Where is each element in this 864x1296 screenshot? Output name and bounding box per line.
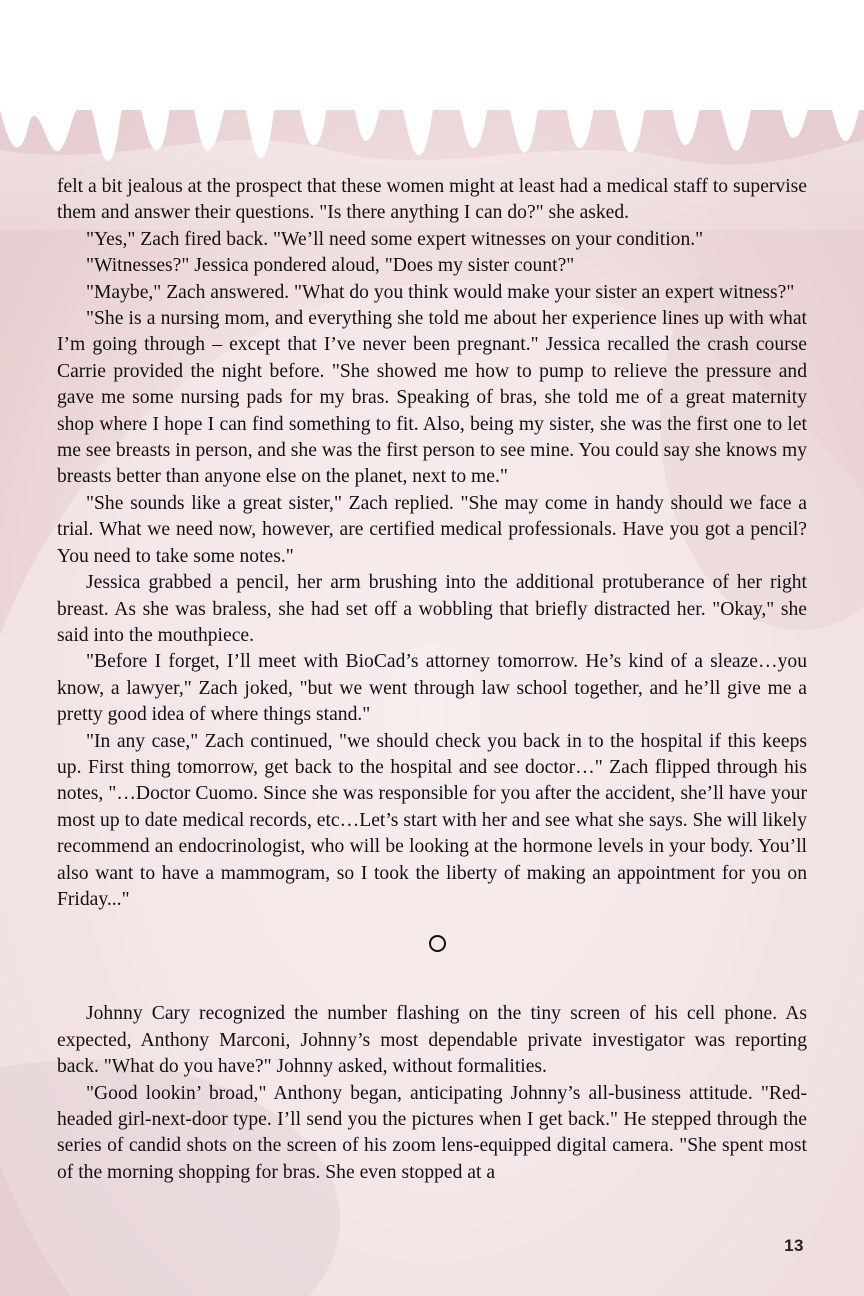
paragraph: felt a bit jealous at the prospect that these women might at least had a medical staff to supervise them and answer their questions. "Is there anything I can do?" she asked. [57,176,807,224]
paragraph: "Yes," Zach fired back. "We’ll need some expert witnesses on your condition." [86,228,704,250]
paragraph: Johnny Cary recognized the number flashing on the tiny screen of his cell phone. As expected, Anthony Marconi, Johnny’s most dependable private investigator was reporting back. "What do you have?" Johnny asked, without formalities. [57,1003,807,1078]
paragraph: "She is a nursing mom, and everything she told me about her experience lines up with what I’m going through – except that I’ve never been pregnant." Jessica recalled the crash course Carrie provided the night before. "She showed me how to pump to relieve the pressure and gave me some nursing pads for my bras. Speaking of bras, she told me of a great maternity shop where I hope I can find something to fit. Also, being my sister, she was the first one to let me see breasts in person, and she was the first person to see mine. You could say she knows my breasts better than anyone else on the planet, next to me." [57,308,807,488]
section-break [57,913,807,1001]
paragraph: "Witnesses?" Jessica pondered aloud, "Does my sister count?" [86,255,575,277]
paragraph: "Good lookin’ broad," Anthony began, anticipating Johnny’s all-business attitude. "Red-headed girl-next-door type. I’ll send you the pictures when I get back." He stepped through the series of candid shots on the screen of his zoom lens-equipped digital camera. "She spent most of the morning shopping for bras. She even stopped at a [57,1082,807,1183]
paragraph: "She sounds like a great sister," Zach replied. "She may come in handy should we face a trial. What we need now, however, are certified medical professionals. Have you got a pencil? You need to take some notes." [57,492,807,567]
paragraph: "In any case," Zach continued, "we should check you back in to the hospital if this keeps up. First thing tomorrow, get back to the hospital and see doctor…" Zach flipped through his notes, "…Doctor Cuomo. Since she was responsible for you after the accident, she’ll have your most up to date medical records, etc…Let’s start with her and see what she says. She will likely recommend an endocrinologist, who will be looking at the hormone levels in your body. You’ll also want to have a mammogram, so I took the liberty of making an appointment for you on Friday..." [57,730,807,910]
body-text-column [57,174,807,1186]
paragraph: "Maybe," Zach answered. "What do you think would make your sister an expert witness?" [86,281,795,303]
page-number: 13 [784,1236,804,1255]
paragraph: "Before I forget, I’ll meet with BioCad’s attorney tomorrow. He’s kind of a sleaze…you know, a lawyer," Zach joked, "but we went through law school together, and he’ll give me a pretty good idea of where things stand." [57,651,807,726]
circle-ornament-icon [429,935,446,952]
paragraph: Jessica grabbed a pencil, her arm brushing into the additional protuberance of her right breast. As she was braless, she had set off a wobbling that briefly distracted her. "Okay," she said into the mouthpiece. [57,572,807,646]
